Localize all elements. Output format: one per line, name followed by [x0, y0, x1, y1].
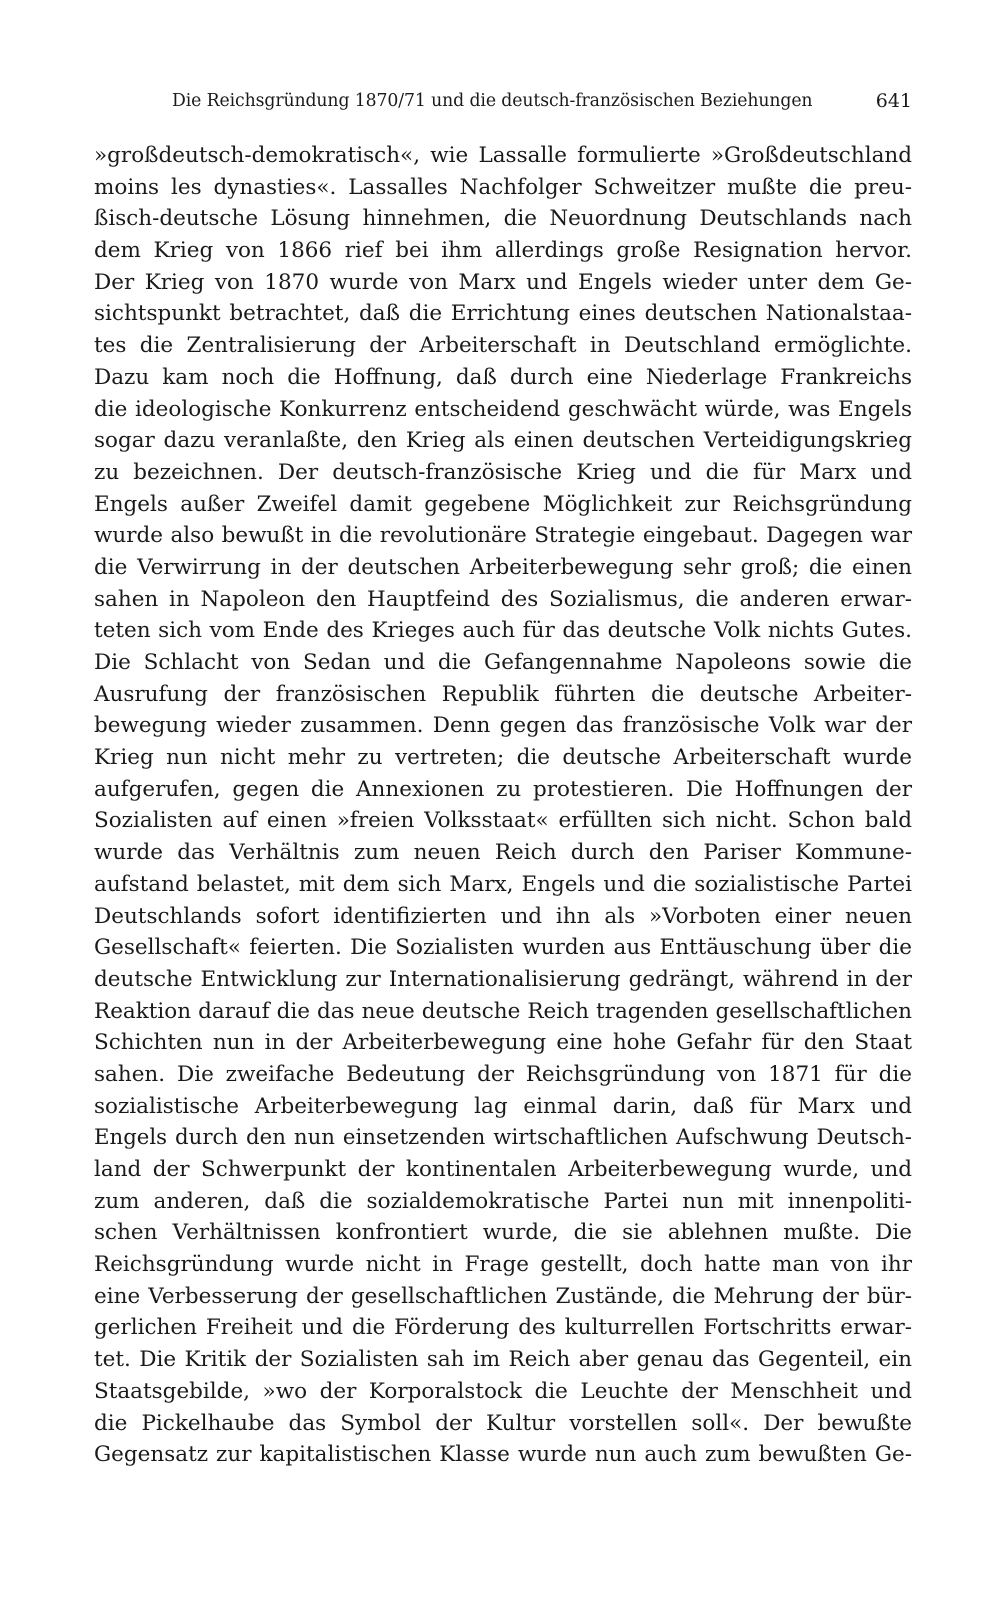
text-line: Schichten nun in der Arbeiterbewegung eine hohe Gefahr für den Staat [94, 1030, 912, 1056]
text-line: Sozialisten auf einen »freien Volksstaat« erfüllten sich nicht. Schon bald [94, 808, 912, 834]
text-line: Reaktion darauf die das neue deutsche Reich tragenden gesellschaftlichen [94, 998, 912, 1024]
text-line: Staatsgebilde, »wo der Korporalstock die Leuchte der Menschheit und [94, 1378, 912, 1404]
text-line: sogar dazu veranlaßte, den Krieg als einen deutschen Verteidigungskrieg [94, 428, 912, 454]
text-line: gerlichen Freiheit und die Förderung des kulturrellen Fortschritts erwar- [94, 1315, 912, 1341]
text-line: Deutschlands sofort identifizierten und ihn als »Vorboten einer neuen [94, 903, 912, 929]
text-line: eine Verbesserung der gesellschaftlichen Zustände, die Mehrung der bür- [94, 1283, 912, 1309]
text-line: zum anderen, daß die sozialdemokratische Partei nun mit innenpoliti- [94, 1188, 912, 1214]
text-line: die Pickelhaube das Symbol der Kultur vorstellen soll«. Der bewußte [94, 1410, 912, 1436]
running-title: Die Reichsgründung 1870/71 und die deutsch-französischen Beziehungen [172, 91, 813, 111]
text-line: sozialistische Arbeiterbewegung lag einmal darin, daß für Marx und [94, 1093, 912, 1119]
text-line: moins les dynasties«. Lassalles Nachfolger Schweitzer mußte die preu- [94, 174, 912, 200]
text-line: sahen in Napoleon den Hauptfeind des Sozialismus, die anderen erwar- [94, 586, 912, 612]
text-line: sichtspunkt betrachtet, daß die Errichtung eines deutschen Nationalstaa- [94, 301, 912, 327]
text-line: die Verwirrung in der deutschen Arbeiterbewegung sehr groß; die einen [94, 554, 912, 580]
text-line: aufgerufen, gegen die Annexionen zu protestieren. Die Hoffnungen der [94, 776, 912, 802]
text-line: Engels außer Zweifel damit gegebene Möglichkeit zur Reichsgründung [94, 491, 912, 517]
page-number: 641 [875, 90, 912, 112]
text-line: Ausrufung der französischen Republik führten die deutsche Arbeiter- [94, 681, 912, 707]
text-line: teten sich vom Ende des Krieges auch für das deutsche Volk nichts Gutes. [94, 618, 912, 644]
text-line: »großdeutsch-demokratisch«, wie Lassalle formulierte »Großdeutschland [94, 143, 912, 168]
text-line: tes die Zentralisierung der Arbeiterschaft in Deutschland ermöglichte. [94, 333, 912, 359]
text-line: Engels durch den nun einsetzenden wirtschaftlichen Aufschwung Deutsch- [94, 1125, 912, 1151]
text-line: die ideologische Konkurrenz entscheidend geschwächt würde, was Engels [94, 396, 912, 422]
text-line: wurde das Verhältnis zum neuen Reich durch den Pariser Kommune- [94, 840, 912, 866]
text-line: Gesellschaft« feierten. Die Sozialisten wurden aus Enttäuschung über die [94, 935, 912, 961]
text-line: ßisch-deutsche Lösung hinnehmen, die Neuordnung Deutschlands nach [94, 206, 912, 232]
text-line: tet. Die Kritik der Sozialisten sah im Reich aber genau das Gegenteil, ein [94, 1347, 912, 1373]
text-line: zu bezeichnen. Der deutsch-französische Krieg und die für Marx und [94, 459, 912, 485]
text-line: dem Krieg von 1866 rief bei ihm allerdings große Resignation hervor. [94, 238, 912, 264]
text-line: aufstand belastet, mit dem sich Marx, Engels und die sozialistische Partei [94, 871, 912, 897]
text-line: wurde also bewußt in die revolutionäre Strategie eingebaut. Dagegen war [94, 523, 912, 549]
text-line: Reichsgründung wurde nicht in Frage gestellt, doch hatte man von ihr [94, 1252, 912, 1278]
text-line: bewegung wieder zusammen. Denn gegen das französische Volk war der [94, 713, 912, 739]
text-line: Krieg nun nicht mehr zu vertreten; die deutsche Arbeiterschaft wurde [94, 745, 912, 771]
text-line: Der Krieg von 1870 wurde von Marx und Engels wieder unter dem Ge- [94, 269, 912, 295]
text-line: deutsche Entwicklung zur Internationalisierung gedrängt, während in der [94, 966, 912, 992]
body-paragraph [94, 140, 912, 1471]
text-line: Die Schlacht von Sedan und die Gefangennahme Napoleons sowie die [94, 650, 912, 675]
running-header [172, 86, 912, 116]
text-line: sahen. Die zweifache Bedeutung der Reichsgründung von 1871 für die [94, 1061, 912, 1087]
text-line: Gegensatz zur kapitalistischen Klasse wurde nun auch zum bewußten Ge- [94, 1442, 912, 1468]
text-line: schen Verhältnissen konfrontiert wurde, die sie ablehnen mußte. Die [94, 1220, 912, 1246]
text-line: Dazu kam noch die Hoffnung, daß durch eine Niederlage Frankreichs [94, 364, 912, 390]
text-line: land der Schwerpunkt der kontinentalen Arbeiterbewegung wurde, und [94, 1157, 912, 1182]
